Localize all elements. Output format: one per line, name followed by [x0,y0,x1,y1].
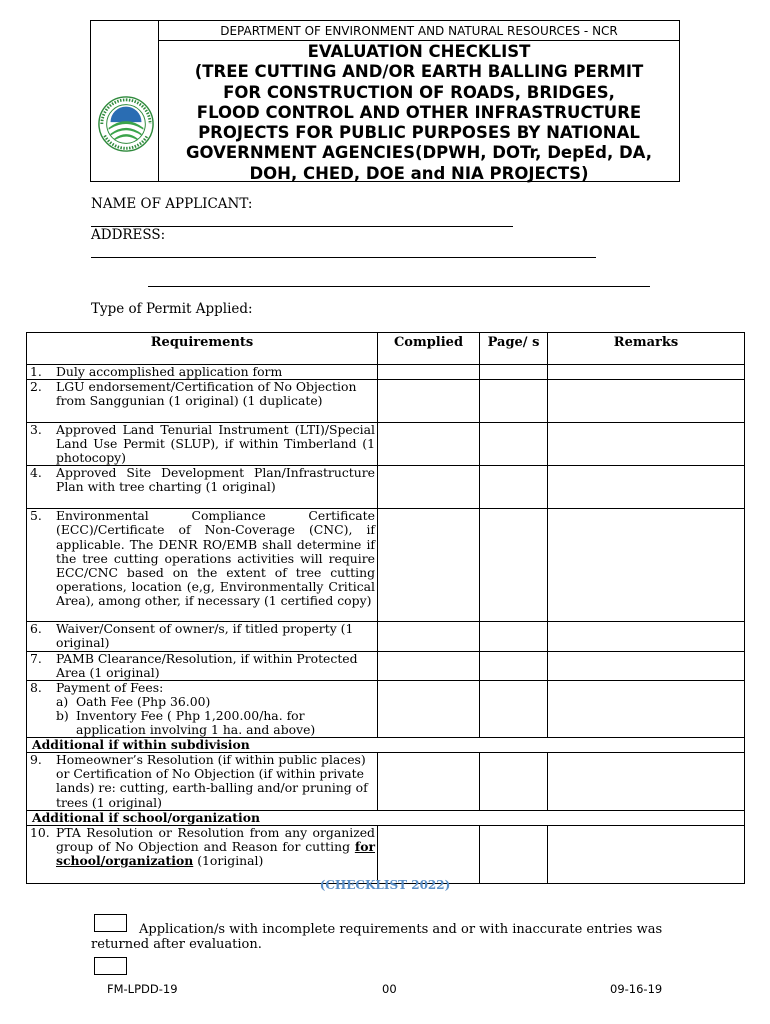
remarks-cell[interactable] [548,825,745,883]
requirements-table [26,332,745,884]
item-number: 1. [30,364,42,379]
header-remarks: Remarks [548,333,745,365]
pages-cell[interactable] [480,509,548,622]
item-text-tail: (1original) [197,852,264,868]
table-row [27,423,745,466]
revision-number: 00 [382,982,397,996]
fee-item [56,709,375,737]
complied-cell[interactable] [378,651,480,680]
title-line: EVALUATION CHECKLIST [307,42,531,61]
section-row [27,738,745,753]
item-text: Waiver/Consent of owner/s, if titled property (1 original) [56,621,354,651]
complied-cell[interactable] [378,680,480,737]
requirement-cell [27,380,378,423]
title-line: PROJECTS FOR PUBLIC PURPOSES BY NATIONAL [198,123,640,143]
complied-cell[interactable] [378,753,480,810]
item-number: 4. [30,465,42,481]
form-date: 09-16-19 [610,982,663,996]
remarks-cell[interactable] [548,365,745,380]
complied-cell[interactable] [378,466,480,509]
item-number: 8. [30,679,42,695]
item-number: 6. [30,621,42,637]
item-text-emphasis: for school/organization [56,838,375,868]
header-complied: Complied [378,333,480,365]
item-text: Environmental Compliance Certificate (ECC)/Certificate of Non-Coverage (CNC), if applicable. The DENR RO/EMB shall determine if the tree cutting operations activities will require ECC/CNC based on the extent of tree cutting operations, location (e,g, Environmentally Critical Area), among other, if necessary (1 certified copy) [56,508,375,608]
item-text: LGU endorsement/Certification of No Objection from Sanggunian (1 original) (1 duplicate) [56,379,357,409]
address-line-2[interactable] [148,286,650,287]
item-text [56,681,375,737]
table-row [27,753,745,810]
denr-seal-icon [97,95,155,153]
table-row [27,466,745,509]
item-text: PAMB Clearance/Resolution, if within Protected Area (1 original) [56,650,358,680]
item-number: 5. [30,508,42,524]
complied-cell[interactable] [378,509,480,622]
table-row [27,651,745,680]
table-row [27,622,745,651]
header-box [90,20,680,182]
item-text: Duly accomplished application form [56,364,283,379]
table-row [27,825,745,883]
complied-cell[interactable] [378,825,480,883]
pages-cell[interactable] [480,423,548,466]
requirement-cell [27,466,378,509]
form-number: FM-LPDD-19 [107,982,178,996]
remarks-cell[interactable] [548,380,745,423]
item-number: 7. [30,650,42,666]
fee-text: Inventory Fee ( Php 1,200.00/ha. for application involving 1 ha. and above) [76,707,316,738]
complied-cell[interactable] [378,622,480,651]
requirement-cell [27,825,378,883]
table-row [27,380,745,423]
remarks-cell[interactable] [548,622,745,651]
section-row [27,810,745,825]
fee-letter: b) [56,707,69,723]
address-label: ADDRESS: [91,227,166,243]
pages-cell[interactable] [480,753,548,810]
requirement-cell [27,651,378,680]
requirement-cell [27,680,378,737]
fees-heading: Payment of Fees: [56,679,164,695]
item-text-main: PTA Resolution or Resolution from any organized group of No Objection and Reason for cutting [56,824,375,854]
requirement-cell [27,753,378,810]
complied-cell[interactable] [378,380,480,423]
pages-cell[interactable] [480,825,548,883]
requirement-cell [27,423,378,466]
type-of-permit-label: Type of Permit Applied: [91,301,253,317]
table-row [27,680,745,737]
department-name: DEPARTMENT OF ENVIRONMENT AND NATURAL RESOURCES - NCR [159,21,679,41]
pages-cell[interactable] [480,380,548,423]
item-number: 3. [30,422,42,438]
section-subdivision: Additional if within subdivision [27,738,745,753]
remarks-cell[interactable] [548,509,745,622]
title-line: (TREE CUTTING AND/OR EARTH BALLING PERMIT [194,62,644,82]
item-text: Homeowner’s Resolution (if within public places) or Certification of No Objection (if within private lands) re: cutting, earth-balling and/or pruning of trees (1 original) [56,752,368,810]
remarks-cell[interactable] [548,466,745,509]
pages-cell[interactable] [480,680,548,737]
table-header-row [27,333,745,365]
table-row [27,365,745,380]
logo-cell [91,21,159,181]
address-line-1[interactable] [91,257,596,258]
item-number: 10. [30,824,50,840]
title-line: GOVERNMENT AGENCIES(DPWH, DOTr, DepEd, DA, [185,143,653,163]
item-text: Approved Land Tenurial Instrument (LTI)/Special Land Use Permit (SLUP), if within Timberland (1 photocopy) [56,422,375,466]
incomplete-note-text: Application/s with incomplete requirements and or with inaccurate entries was returned after evaluation. [91,922,663,952]
header-pages: Page/ s [480,333,548,365]
title-line: FOR CONSTRUCTION OF ROADS, BRIDGES, [223,82,615,102]
header-requirements: Requirements [27,333,378,365]
item-number: 9. [30,752,42,768]
checklist-year: (CHECKLIST 2022) [319,878,451,892]
item-text: Approved Site Development Plan/Infrastructure Plan with tree charting (1 original) [56,465,375,495]
remarks-cell[interactable] [548,423,745,466]
name-of-applicant-label: NAME OF APPLICANT: [91,196,253,212]
requirement-cell [27,622,378,651]
fee-item [56,695,375,709]
document-title [159,41,679,181]
item-text [56,826,375,868]
fee-letter: a) [56,693,69,709]
table-row [27,509,745,622]
requirement-cell [27,509,378,622]
incomplete-note [91,922,691,952]
second-checkbox[interactable] [94,957,127,975]
pages-cell[interactable] [480,365,548,380]
item-number: 2. [30,379,42,395]
remarks-cell[interactable] [548,680,745,737]
pages-cell[interactable] [480,466,548,509]
pages-cell[interactable] [480,622,548,651]
title-line: DOH, CHED, DOE and NIA PROJECTS) [249,163,589,183]
title-line: FLOOD CONTROL AND OTHER INFRASTRUCTURE [196,102,642,122]
complied-cell[interactable] [378,365,480,380]
section-school: Additional if school/organization [27,810,745,825]
fee-text: Oath Fee (Php 36.00) [76,693,211,709]
requirement-cell [27,365,378,380]
complied-cell[interactable] [378,423,480,466]
remarks-cell[interactable] [548,651,745,680]
remarks-cell[interactable] [548,753,745,810]
pages-cell[interactable] [480,651,548,680]
